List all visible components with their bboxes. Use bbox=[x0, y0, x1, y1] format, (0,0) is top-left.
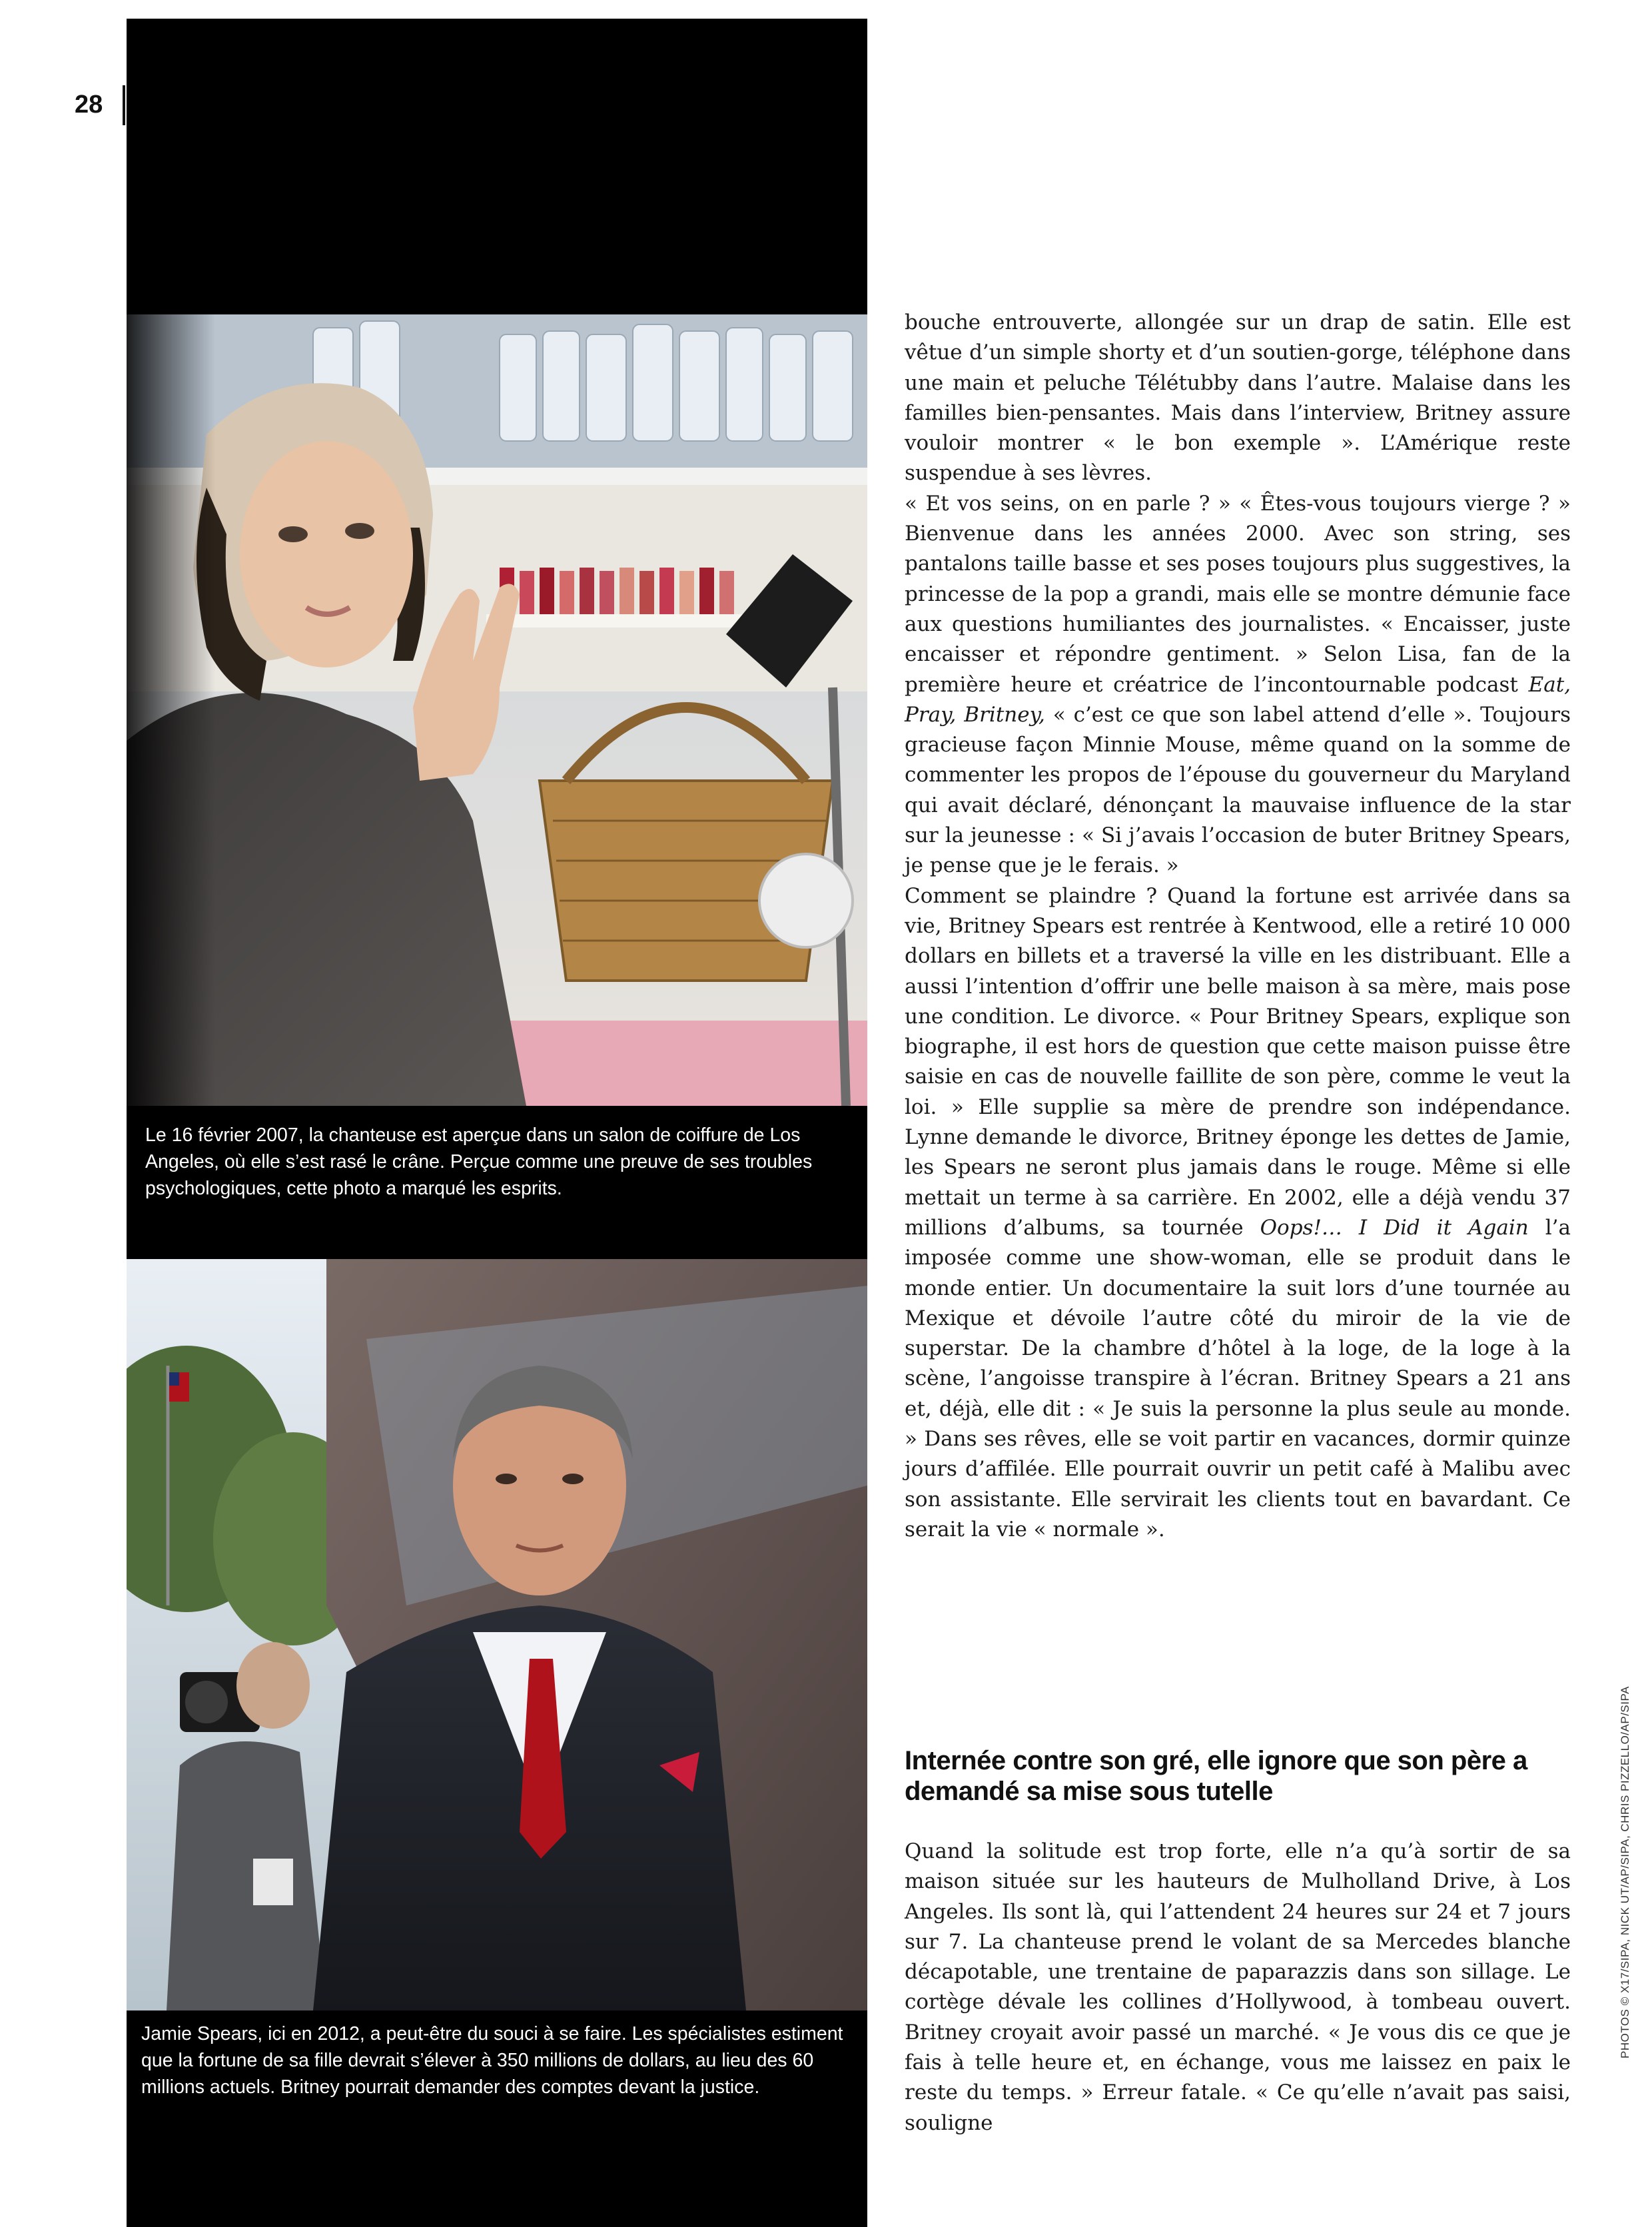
article-column-lower bbox=[905, 1816, 1571, 2159]
jamie-spears-photo bbox=[127, 1259, 867, 2010]
article-paragraph-3-text-a: Comment se plaindre ? Quand la fortune est arrivée dans sa vie, Britney Spears est rentrée à Kentwood, elle a retiré 10 000 dollars en billets et a traversé la ville en les distribuant. Elle a aussi l’intention d’offrir une belle maison à sa mère, mais pose une condition. Le divorce. « Pour Britney Spears, explique son biographe, il est hors de question que cette maison puisse être saisie en cas de nouvelle faillite de son père, comme le veut la loi. » Elle supplie sa mère de prendre son indépendance. Lynne demande le divorce, Britney éponge les dettes de Jamie, les Spears ne seront plus jamais dans le rouge. Même si elle mettait un terme à sa carrière. En 2002, elle a déjà vendu 37 millions d’albums, sa tournée bbox=[905, 883, 1571, 1240]
caption-jamie-spears-photo: Jamie Spears, ici en 2012, a peut-être du souci à se faire. Les spécialistes estiment que la fortune de sa fille devrait s’élever à 350 millions de dollars, au lieu des 60 millions actuels. Britney pourrait demander des comptes devant la justice. bbox=[141, 2023, 843, 2098]
page-number: 28 bbox=[75, 91, 103, 119]
article-subheading: Internée contre son gré, elle ignore que son père a demandé sa mise sous tutelle bbox=[905, 1746, 1527, 1806]
podcast-title: Eat, Pray, Britney, bbox=[905, 672, 1571, 727]
caption-salon-photo: Le 16 février 2007, la chanteuse est aperçue dans un salon de coiffure de Los Angeles, où elle s’est rasé le crâne. Perçue comme une preuve de ses troubles psychologiques, cette photo a marqué les esprits. bbox=[145, 1124, 813, 1199]
article-column-upper bbox=[905, 308, 1571, 1545]
page-number-rule bbox=[123, 85, 125, 125]
article-paragraph-2 bbox=[905, 489, 1571, 881]
article-paragraph-1-text: bouche entrouverte, allongée sur un drap de satin. Elle est vêtue d’un simple shorty et d’un soutien-gorge, téléphone dans une main et peluche Télétubby dans l’autre. Malaise dans les familles bien-pensantes. Mais dans l’interview, Britney assure vouloir montrer « le bon exemple ». L’Amérique reste suspendue à ses lèvres. bbox=[905, 310, 1571, 486]
article-paragraph-4: Quand la solitude est trop forte, elle n’a qu’à sortir de sa maison située sur les hauteurs de Mulholland Drive, à Los Angeles. Ils sont là, qui l’attendent 24 heures sur 24 et 7 jours sur 7. La chanteuse prend le volant de sa Mercedes blanche décapotable, une trentaine de paparazzis dans son sillage. Le cortège dévale les collines d’Hollywood, à tombeau ouvert. Britney croyait avoir passé un marché. « Je vous dis ce que je fais à telle heure et, en échange, vous me laissez en paix le reste du temps. » Erreur fatale. « Ce qu’elle n’avait pas saisi, souligne bbox=[905, 1839, 1571, 2135]
article-paragraph-1 bbox=[905, 308, 1571, 489]
photo-credits: PHOTOS © X17/SIPA, NICK UT/AP/SIPA, CHRIS PIZZELLO/AP/SIPA bbox=[1619, 1686, 1631, 2058]
article-paragraph-2-text-a: « Et vos seins, on en parle ? » « Êtes-vous toujours vierge ? » Bienvenue dans les années 2000. Avec son string, ses pantalons taille basse et ses poses toujours plus suggestives, la princesse de la pop a grandi, mais elle se montre démunie face aux questions humiliantes des journalistes. « Encaisser, juste encaisser et répondre gentiment. » Selon Lisa, fan de la première heure et créatrice de l’incontournable podcast bbox=[905, 491, 1571, 697]
article-paragraph-3 bbox=[905, 881, 1571, 1546]
jamie-spears-photo-illustration bbox=[127, 1259, 867, 2010]
salon-photo bbox=[127, 314, 867, 1106]
salon-photo-illustration bbox=[127, 314, 867, 1106]
tour-title: Oops!… I Did it Again bbox=[1260, 1215, 1529, 1240]
article-paragraph-3-text-b: l’a imposée comme une show-woman, elle se produit dans le monde entier. Un documentaire la suit lors d’une tournée au Mexique et dévoile l’autre côté du miroir de la vie de superstar. De la chambre d’hôtel à la loge, de la loge à la scène, l’angoisse transpire à l’écran. Britney Spears a 21 ans et, déjà, elle dit : « Je suis la personne la plus seule au monde. » Dans ses rêves, elle se voit partir en vacances, dormir quinze jours d’affilée. Elle pourrait ouvrir un petit café à Malibu avec son assistante. Elle servirait les clients tout en bavardant. Ce serait la vie « normale ». bbox=[905, 1215, 1571, 1542]
article-paragraph-2-text-b: « c’est ce que son label attend d’elle ». Toujours gracieuse façon Minnie Mouse, même quand on la somme de commenter les propos de l’épouse du gouverneur du Maryland qui avait déclaré, dénonçant la mauvaise influence de la star sur la jeunesse : « Si j’avais l’occasion de buter Britney Spears, je pense que je le ferais. » bbox=[905, 702, 1571, 878]
